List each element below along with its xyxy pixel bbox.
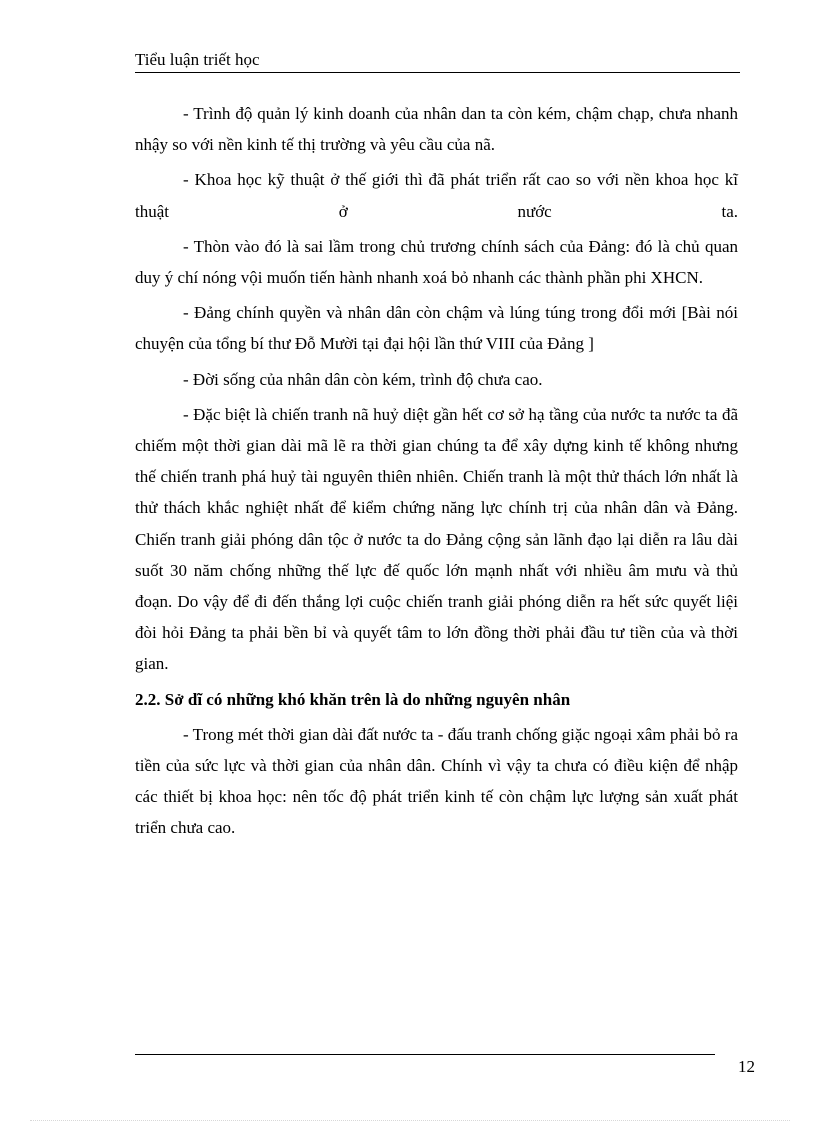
page-bottom-edge	[30, 1120, 790, 1121]
paragraph-science-technology: - Khoa học kỹ thuật ở thế giới thì đã phát triển rất cao so với nền khoa học kĩ thuật ở nước ta.	[135, 170, 738, 221]
footer-divider	[135, 1054, 715, 1055]
page-header	[135, 50, 740, 73]
header-title: Tiểu luận triết học	[135, 50, 260, 69]
paragraph-causes: - Trong mét thời gian dài đất nước ta - đấu tranh chống giặc ngoại xâm phải bỏ ra tiền của sức lực và thời gian của nhân dân. Chính vì vậy ta chưa có điều kiện để nhập các thiết bị khoa học: nên tốc độ phát triển kinh tế còn chậm lực lượng sản xuất phát triển chưa cao.	[135, 724, 738, 838]
paragraph-policy-mistakes: - Thòn vào đó là sai lầm trong chủ trương chính sách của Đảng: đó là chủ quan duy ý chí nóng vội muốn tiến hành nhanh xoá bỏ nhanh các thành phần phi XHCN.	[135, 236, 738, 288]
paragraph-slow-renovation: - Đảng chính quyền và nhân dân còn chậm và lúng túng trong đổi mới [Bài nói chuyện của tổng bí thư Đỗ Mười tại đại hội lần thứ VIII của Đảng ]	[135, 303, 738, 354]
page-number: 12	[738, 1057, 755, 1076]
paragraph-war: - Đặc biệt là chiến tranh nã huỷ diệt gần hết cơ sở hạ tầng của nước ta nước ta đã chiếm một thời gian dài mã lẽ ra thời gian chúng ta để xây dựng kinh tế không nhưng thế chiến tranh phá huỷ tài nguyên thiên nhiên. Chiến tranh là một thử thách lớn nhất là thử thách khắc nghiệt nhất để kiểm chứng năng lực chính trị của nhân dân và Đảng. Chiến tranh giải phóng dân tộc ở nước ta do Đảng cộng sản lãnh đạo lại diễn ra lâu dài suốt 30 năm chống những thế lực đế quốc lớn mạnh nhất với nhiều âm mưu và thủ đoạn. Do vậy để đi đến thắng lợi cuộc chiến tranh giải phóng diễn ra hết sức quyết liệi đòi hỏi Đảng ta phải bền bỉ và quyết tâm to lớn đồng thời phải đầu tư tiền của và thời gian.	[135, 404, 738, 674]
paragraph-management: - Trình độ quản lý kinh doanh của nhân dan ta còn kém, chậm chạp, chưa nhanh nhậy so với nền kinh tế thị trường và yêu cầu của nã.	[135, 104, 738, 155]
document-body	[135, 98, 738, 847]
section-heading: 2.2. Sở dĩ có những khó khăn trên là do những nguyên nhân	[135, 689, 571, 709]
paragraph-living-standards: - Đời sống của nhân dân còn kém, trình độ chưa cao.	[183, 369, 543, 389]
